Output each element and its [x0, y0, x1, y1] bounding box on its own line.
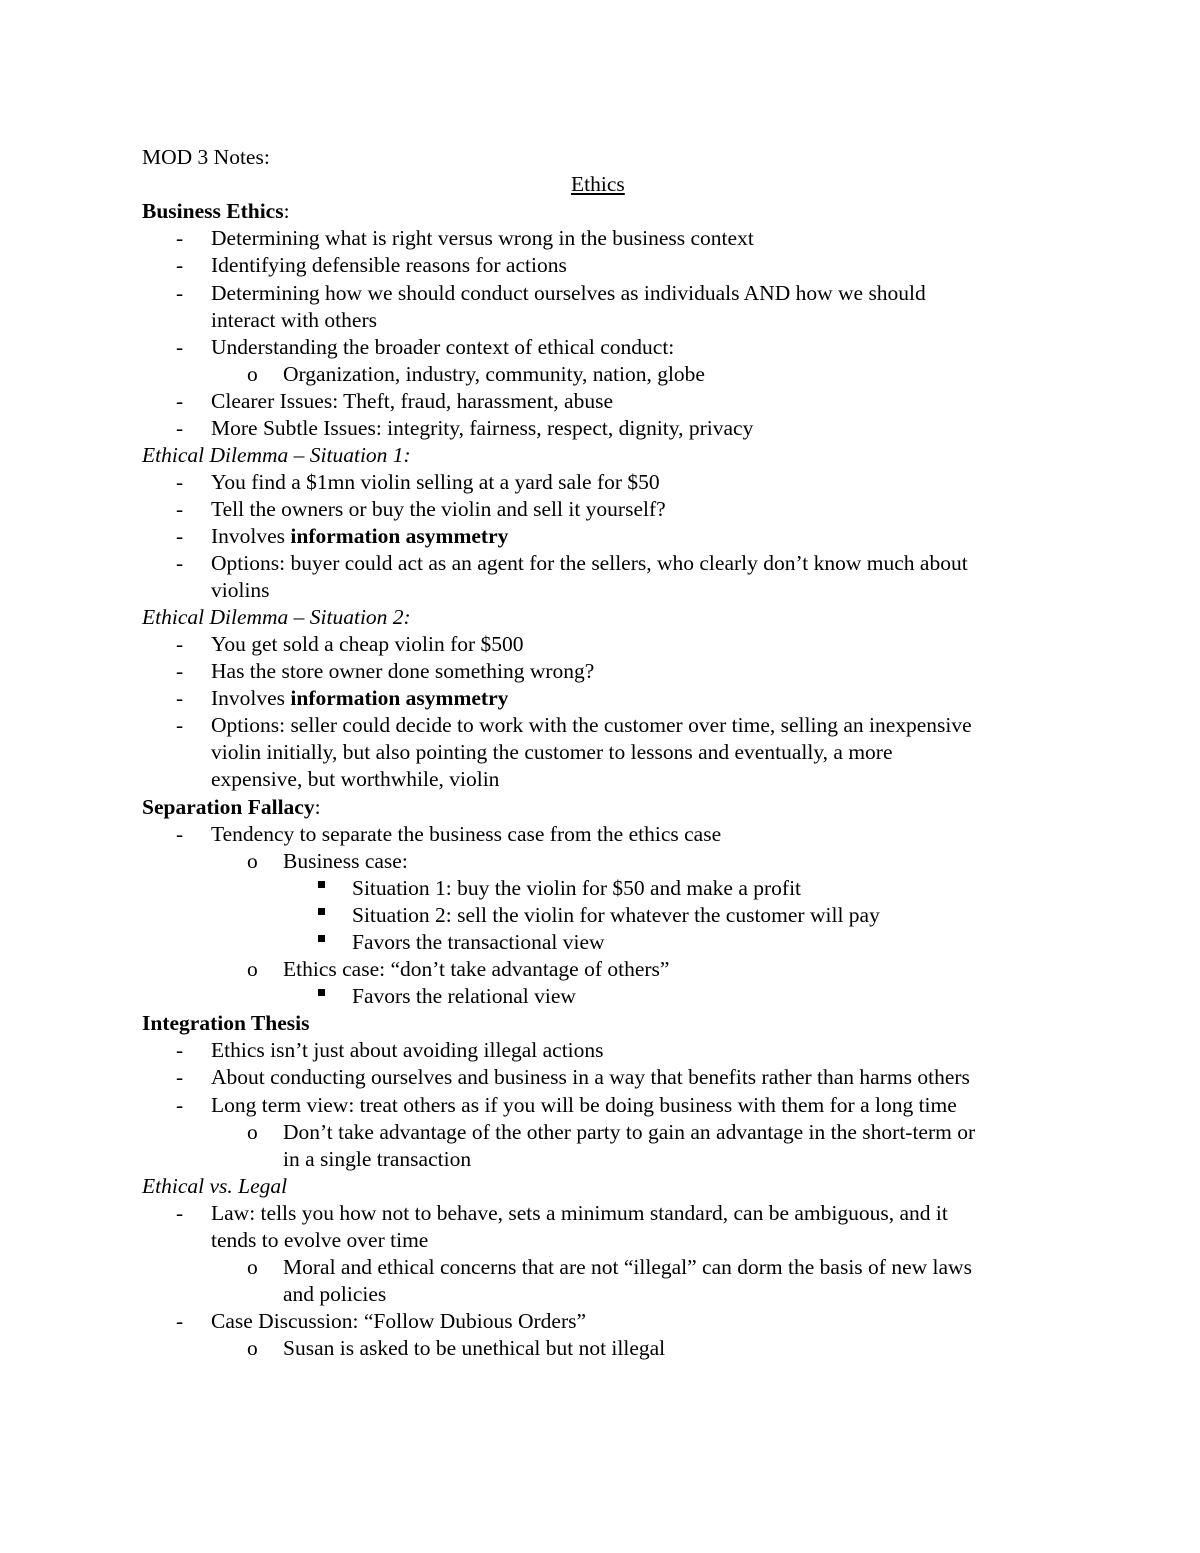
situation2-item: Options: seller could decide to work with the customer over time, selling an inexpensive: [211, 713, 972, 737]
business-ethics-colon: :: [283, 199, 290, 223]
circle-bullet: o: [247, 362, 258, 386]
business-ethics-heading-text: Business Ethics: [142, 199, 284, 223]
ethical-vs-legal-item-continued: tends to evolve over time: [211, 1228, 429, 1252]
dash-bullet: -: [176, 822, 184, 846]
situation1-item-continued: violins: [211, 578, 270, 602]
integration-thesis-subitem-continued: in a single transaction: [283, 1147, 472, 1171]
separation-fallacy-subsubitem: Situation 2: sell the violin for whatever the customer will pay: [352, 903, 880, 927]
separation-fallacy-subitem: Ethics case: “don’t take advantage of others”: [283, 957, 670, 981]
circle-bullet: o: [247, 1336, 258, 1360]
business-ethics-subitem: Organization, industry, community, nation, globe: [283, 362, 705, 386]
situation1-involves-prefix: Involves: [211, 524, 291, 548]
situation1-item: You find a $1mn violin selling at a yard sale for $50: [211, 470, 660, 494]
dash-bullet: -: [176, 686, 184, 710]
situation2-item-continued: expensive, but worthwhile, violin: [211, 767, 500, 791]
dash-bullet: -: [176, 632, 184, 656]
separation-fallacy-subsubitem: Favors the relational view: [352, 984, 576, 1008]
ethical-vs-legal-item: Case Discussion: “Follow Dubious Orders”: [211, 1309, 587, 1333]
ethical-vs-legal-subitem: Susan is asked to be unethical but not illegal: [283, 1336, 666, 1360]
situation2-item-continued: violin initially, but also pointing the customer to lessons and eventually, a more: [211, 740, 893, 764]
dash-bullet: -: [176, 1038, 184, 1062]
separation-fallacy-colon: :: [314, 795, 321, 819]
dash-bullet: -: [176, 659, 184, 683]
situation1-involves-bold: information asymmetry: [290, 524, 509, 548]
situation2-heading: Ethical Dilemma – Situation 2:: [142, 605, 411, 629]
circle-bullet: o: [247, 1255, 258, 1279]
dash-bullet: -: [176, 335, 184, 359]
circle-bullet: o: [247, 1120, 258, 1144]
separation-fallacy-heading-text: Separation Fallacy: [142, 795, 315, 819]
business-ethics-item: Determining how we should conduct ourselves as individuals AND how we should: [211, 281, 926, 305]
business-ethics-item: Identifying defensible reasons for actions: [211, 253, 567, 277]
circle-bullet: o: [247, 849, 258, 873]
situation1-heading: Ethical Dilemma – Situation 1:: [142, 443, 411, 467]
dash-bullet: -: [176, 1093, 184, 1117]
dash-bullet: -: [176, 1065, 184, 1089]
ethical-vs-legal-heading: Ethical vs. Legal: [142, 1174, 288, 1198]
ethical-vs-legal-item: Law: tells you how not to behave, sets a minimum standard, can be ambiguous, and it: [211, 1201, 948, 1225]
separation-fallacy-item: Tendency to separate the business case from the ethics case: [211, 822, 722, 846]
separation-fallacy-subsubitem: Favors the transactional view: [352, 930, 605, 954]
separation-fallacy-subsubitem: Situation 1: buy the violin for $50 and make a profit: [352, 876, 802, 900]
situation2-item: You get sold a cheap violin for $500: [211, 632, 524, 656]
business-ethics-item: Understanding the broader context of ethical conduct:: [211, 335, 675, 359]
dash-bullet: -: [176, 551, 184, 575]
business-ethics-item: Clearer Issues: Theft, fraud, harassment, abuse: [211, 389, 613, 413]
situation1-item: Options: buyer could act as an agent for the sellers, who clearly don’t know much about: [211, 551, 968, 575]
dash-bullet: -: [176, 281, 184, 305]
situation2-involves-prefix: Involves: [211, 686, 291, 710]
situation2-involves: [211, 685, 508, 712]
dash-bullet: -: [176, 470, 184, 494]
dash-bullet: -: [176, 253, 184, 277]
ethical-vs-legal-subitem: Moral and ethical concerns that are not “illegal” can dorm the basis of new laws: [283, 1255, 972, 1279]
business-ethics-heading: [142, 198, 290, 225]
situation1-item: Tell the owners or buy the violin and sell it yourself?: [211, 497, 666, 521]
square-bullet-icon: [318, 935, 325, 942]
dash-bullet: -: [176, 713, 184, 737]
square-bullet-icon: [318, 989, 325, 996]
dash-bullet: -: [176, 1201, 184, 1225]
situation2-involves-bold: information asymmetry: [290, 686, 509, 710]
square-bullet-icon: [318, 908, 325, 915]
integration-thesis-item: About conducting ourselves and business in a way that benefits rather than harms others: [211, 1065, 970, 1089]
integration-thesis-heading: Integration Thesis: [142, 1011, 310, 1035]
integration-thesis-subitem: Don’t take advantage of the other party to gain an advantage in the short-term or: [283, 1120, 976, 1144]
separation-fallacy-subitem: Business case:: [283, 849, 408, 873]
separation-fallacy-heading: [142, 794, 321, 821]
business-ethics-item: More Subtle Issues: integrity, fairness, respect, dignity, privacy: [211, 416, 754, 440]
notes-title: MOD 3 Notes:: [142, 145, 270, 169]
ethical-vs-legal-subitem-continued: and policies: [283, 1282, 387, 1306]
circle-bullet: o: [247, 957, 258, 981]
situation2-item: Has the store owner done something wrong?: [211, 659, 595, 683]
business-ethics-item-continued: interact with others: [211, 308, 377, 332]
dash-bullet: -: [176, 524, 184, 548]
situation1-involves: [211, 523, 508, 550]
dash-bullet: -: [176, 389, 184, 413]
integration-thesis-item: Ethics isn’t just about avoiding illegal actions: [211, 1038, 604, 1062]
square-bullet-icon: [318, 881, 325, 888]
dash-bullet: -: [176, 497, 184, 521]
integration-thesis-item: Long term view: treat others as if you will be doing business with them for a long time: [211, 1093, 957, 1117]
dash-bullet: -: [176, 1309, 184, 1333]
ethics-title: Ethics: [571, 172, 625, 196]
dash-bullet: -: [176, 226, 184, 250]
business-ethics-item: Determining what is right versus wrong in the business context: [211, 226, 754, 250]
dash-bullet: -: [176, 416, 184, 440]
